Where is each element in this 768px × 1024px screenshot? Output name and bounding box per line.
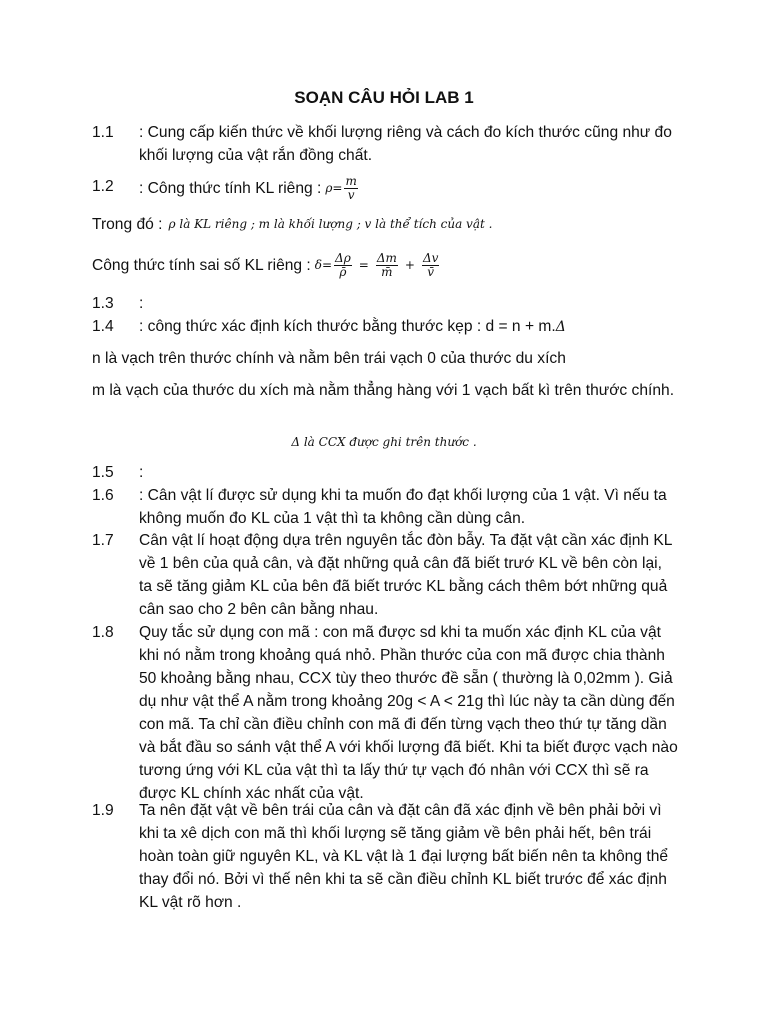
item-number-1-4: 1.4 xyxy=(92,318,114,335)
item-number-1-2: 1.2 xyxy=(92,178,114,195)
item-text-1-1: : Cung cấp kiến thức về khối lượng riêng và cách đo kích thước cũng như đo khối lượng của vật rắn đồng chất. xyxy=(139,124,672,164)
error-fraction-v-numerator: Δv xyxy=(422,251,439,265)
item-text-1-3: : xyxy=(139,295,144,312)
density-numerator: m xyxy=(345,174,357,188)
item-text-1-9: Ta nên đặt vật về bên trái của cân và đặt cân đã xác định về bên phải bởi vì khi ta xê dịch con mã thì khối lượng sẽ tăng giảm về bên phải hết, bên trái hoàn toàn giữ nguyên KL, và KL vật là 1 đại lượng bất biến nên ta không thể thay đổi nó. Bởi vì thế nên khi ta sẽ cần điều chỉnh KL biết trước để xác định KL vật rõ hơn . xyxy=(139,802,669,911)
n-definition: n là vạch trên thước chính và nằm bên trái vạch 0 của thước du xích xyxy=(92,350,566,367)
item-number-1-5: 1.5 xyxy=(92,464,114,481)
error-fraction-m-denominator: m̄ xyxy=(381,265,393,279)
error-fraction-rho xyxy=(334,252,352,279)
density-formula xyxy=(325,175,360,202)
density-denominator: v xyxy=(347,188,355,202)
error-formula-plus: + xyxy=(404,258,415,272)
error-fraction-v xyxy=(422,252,439,279)
sai-so-label: Công thức tính sai số KL riêng : xyxy=(92,257,311,274)
item-number-1-1: 1.1 xyxy=(92,124,114,141)
item-text-1-4 xyxy=(139,315,679,339)
ccx-definition: Δ là CCX được ghi trên thước . xyxy=(291,435,477,449)
item-text-1-4-label: : công thức xác định kích thước bằng thước kẹp : d = n + m. xyxy=(139,318,556,335)
item-text-1-8: Quy tắc sử dụng con mã : con mã được sd khi ta muốn xác định KL của vật khi nó nằm trong khoảng quá nhỏ. Phần thước của con mã được chia thành 50 khoảng bằng nhau, CCX tùy theo thước đề sẵn ( thường là 0,02mm ). Giả dụ như vật thể A nằm trong khoảng 20g < A < 21g thì lúc này ta cần dùng đến con mã. Ta chỉ cần điều chỉnh con mã đi đến từng vạch theo thứ tự tăng dần và bắt đầu so sánh vật thể A với khối lượng đã biết. Khi ta biết được vạch nào tương ứng với KL của vật thì ta lấy thứ tự vạch đó nhân với CCX thì sẽ ra được KL chính xác nhất của vật. xyxy=(139,624,678,802)
error-fraction-m-numerator: Δm xyxy=(376,251,397,265)
item-number-1-3: 1.3 xyxy=(92,295,114,312)
item-text-1-6: : Cân vật lí được sử dụng khi ta muốn đo đạt khối lượng của 1 vật. Vì nếu ta không muốn đo KL của 1 vật thì ta không cần dùng cân. xyxy=(139,487,667,527)
error-fraction-m xyxy=(376,252,398,279)
item-text-1-2-label: : Công thức tính KL riêng : xyxy=(139,180,322,197)
density-formula-lhs: ρ= xyxy=(325,181,343,195)
trong-do-line xyxy=(92,213,492,236)
item-number-1-6: 1.6 xyxy=(92,487,114,504)
density-fraction xyxy=(344,175,357,202)
delta-symbol: Δ xyxy=(555,319,566,335)
error-fraction-v-denominator: v̄ xyxy=(427,265,435,279)
item-text-1-2 xyxy=(139,175,679,202)
item-text-1-5: : xyxy=(139,464,144,481)
error-fraction-rho-numerator: Δρ xyxy=(335,251,351,265)
sai-so-line xyxy=(92,252,441,279)
trong-do-label: Trong đó : xyxy=(92,216,163,233)
error-formula-lhs: δ= xyxy=(314,258,333,272)
item-number-1-9: 1.9 xyxy=(92,802,114,819)
item-text-1-7: Cân vật lí hoạt động dựa trên nguyên tắc đòn bẫy. Ta đặt vật cần xác định KL về 1 bên của quả cân, và đặt những quả cân đã biết trướ KL về bên còn lại, ta sẽ tăng giảm KL của bên đã biết trước KL bằng cách thêm bớt những quả cân sao cho 2 bên cân bằng nhau. xyxy=(139,532,672,618)
m-definition: m là vạch của thước du xích mà nằm thẳng hàng với 1 vạch bất kì trên thước chính. xyxy=(92,382,675,399)
item-number-1-8: 1.8 xyxy=(92,624,114,641)
error-formula-equals: = xyxy=(358,258,369,272)
error-fraction-rho-denominator: ρ̄ xyxy=(339,265,347,279)
page-title: SOẠN CÂU HỎI LAB 1 xyxy=(294,88,474,107)
trong-do-definitions: ρ là KL riêng ; m là khối lượng ; v là thể tích của vật . xyxy=(168,217,493,231)
item-number-1-7: 1.7 xyxy=(92,532,114,549)
error-formula xyxy=(315,252,442,279)
